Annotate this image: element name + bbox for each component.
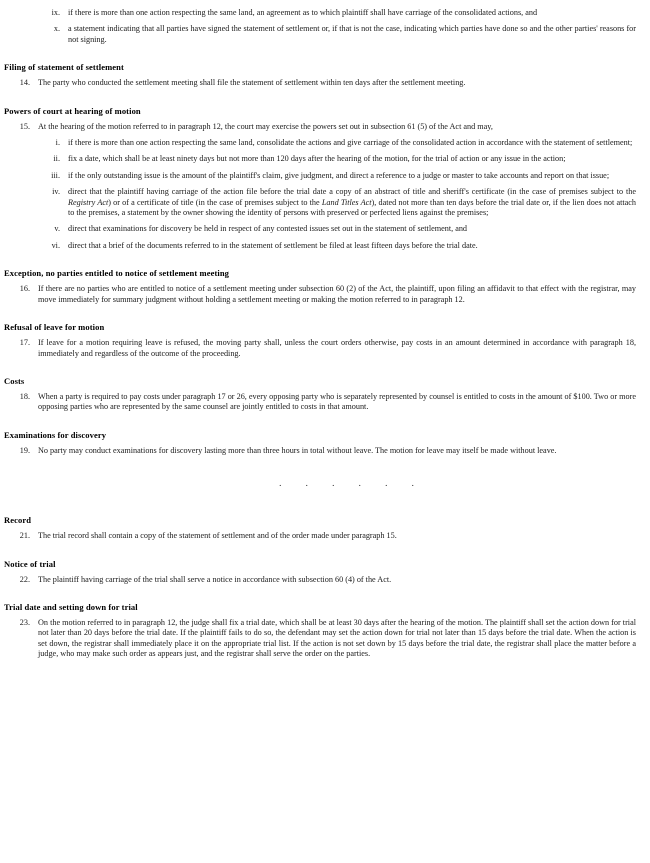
item-number: vi.	[51, 240, 60, 250]
item-text: When a party is required to pay costs under paragraph 17 or 26, every opposing party who is separately represented by counsel is entitled to costs in the amount of $100. Two or more opposing parties who are represented by the same counsel are jointly entitled to costs in that amount.	[38, 391, 636, 412]
item-number: iv.	[52, 187, 60, 197]
item-number: ii.	[53, 154, 60, 164]
section-heading: Record	[4, 515, 32, 526]
item-text: direct that a brief of the documents referred to in the statement of settlement be filed at least fifteen days before the trial date.	[68, 240, 478, 250]
section-heading: Examinations for discovery	[4, 429, 107, 440]
item-number: 18.	[19, 391, 30, 401]
spacer	[2, 419, 642, 430]
sub-item	[36, 154, 642, 164]
section-heading: Filing of statement of settlement	[4, 62, 124, 73]
numbered-paragraph	[2, 575, 642, 585]
item-number: ix.	[51, 8, 60, 17]
item-number: 15.	[19, 121, 30, 131]
omission-dots: . . . . . .	[279, 478, 425, 489]
numbered-paragraph	[2, 338, 642, 359]
item-text: If there are no parties who are entitled to notice of a settlement meeting under subsection 60 (2) of the Act, the plaintiff, upon filing an affidavit to that effect with the registrar, may move immediately for summary judgment without holding a settlement meeting or making the motion referred to in paragraph 12.	[38, 284, 636, 304]
spacer	[2, 95, 642, 106]
item-number: 22.	[19, 574, 30, 584]
item-text: if the only outstanding issue is the amount of the plaintiff's claim, give judgment, and direct a reference to a judge or master to take accounts and report on that issue;	[68, 170, 610, 180]
item-text: direct that the plaintiff having carriage of the action file before the trial date a copy of an abstract of title and sheriff's certificate (in the case of premises subject to the Registry Act) or of a certificate of title (in the case of premises subject to the Land Titles Act), dated not more than ten days before the trial date or, if the lien does not attach to the premises, a statement by the owner showing the identity of persons with preserved or perfected liens against the premises;	[68, 187, 637, 218]
spacer	[2, 365, 642, 376]
spacer	[2, 257, 642, 268]
spacer	[2, 504, 642, 515]
spacer	[2, 462, 642, 478]
sub-item	[36, 8, 642, 18]
item-text: The trial record shall contain a copy of the statement of settlement and of the order made under paragraph 15.	[38, 531, 397, 541]
spacer	[2, 548, 642, 559]
item-number: 17.	[19, 338, 30, 348]
section-heading: Notice of trial	[4, 558, 56, 569]
item-text: fix a date, which shall be at least ninety days but not more than 120 days after the hearing of the motion, for the trial of action or any issue in the action;	[68, 154, 566, 164]
numbered-paragraph	[2, 618, 642, 660]
numbered-paragraph	[2, 531, 642, 541]
sub-item	[36, 241, 642, 251]
item-number: x.	[53, 24, 60, 34]
section-heading: Trial date and setting down for trial	[4, 601, 138, 612]
item-text: if there is more than one action respecting the same land, consolidate the actions and give carriage of the consolidated action in accordance with the statement of settlement;	[68, 138, 633, 148]
item-number: 23.	[19, 617, 30, 627]
item-text: No party may conduct examinations for discovery lasting more than three hours in total without leave. The motion for leave may itself be made without leave.	[38, 445, 557, 455]
item-text: direct that examinations for discovery be held in respect of any contested issues set out in the statement of settlement, and	[68, 224, 468, 234]
numbered-paragraph	[2, 78, 642, 88]
item-text: The party who conducted the settlement meeting shall file the statement of settlement within ten days after the settlement meeting.	[38, 78, 466, 88]
item-number: iii.	[51, 170, 60, 180]
spacer	[2, 51, 642, 62]
item-text: At the hearing of the motion referred to in paragraph 12, the court may exercise the powers set out in subsection 61 (5) of the Act and may,	[38, 121, 493, 131]
section-heading: Refusal of leave for motion	[4, 322, 105, 333]
section-heading: Powers of court at hearing of motion	[4, 105, 141, 116]
item-text: The plaintiff having carriage of the trial shall serve a notice in accordance with subsection 60 (4) of the Act.	[38, 574, 392, 584]
numbered-paragraph	[2, 392, 642, 413]
spacer	[2, 660, 642, 666]
item-number: 21.	[19, 531, 30, 541]
item-text: a statement indicating that all parties have signed the statement of settlement or, if that is not the case, indicating which parties have done so and the other parties' reasons for not signing.	[68, 24, 636, 44]
item-number: i.	[55, 138, 60, 148]
item-number: 19.	[19, 445, 30, 455]
section-heading: Exception, no parties entitled to notice of settlement meeting	[4, 268, 230, 279]
numbered-paragraph	[2, 446, 642, 456]
item-text: If leave for a motion requiring leave is refused, the moving party shall, unless the court orders otherwise, pay costs in an amount determined in accordance with paragraph 18, immediately and regardless of the outcome of the proceeding.	[38, 338, 636, 358]
item-number: 16.	[19, 284, 30, 294]
sub-item	[36, 187, 642, 218]
spacer	[2, 591, 642, 602]
sub-item	[36, 24, 642, 45]
sub-item	[36, 138, 642, 148]
item-number: v.	[54, 224, 60, 234]
numbered-paragraph	[2, 284, 642, 305]
section-heading: Costs	[4, 375, 25, 386]
item-text: On the motion referred to in paragraph 12, the judge shall fix a trial date, which shall be at least 30 days after the hearing of the motion. The plaintiff shall set the action down for trial not later than 20 days before the trial date. If the plaintiff fails to do so, the defendant may set the action down for trial not later than 15 days before the trial date. When the action is set down, the registrar shall immediately place it on the appropriate trial list. If the action is not set down by 15 days before the trial date, the registrar shall place the matter before a judge, who may make such order as appears just, and the registrar shall serve the order on the parties.	[38, 617, 636, 659]
item-number: 14.	[19, 78, 30, 88]
sub-item	[36, 224, 642, 234]
numbered-paragraph	[2, 122, 642, 132]
sub-item	[36, 171, 642, 181]
spacer	[2, 488, 642, 504]
spacer	[2, 311, 642, 322]
item-text: if there is more than one action respecting the same land, an agreement as to which plaintiff shall have carriage of the consolidated actions, and	[68, 8, 538, 17]
